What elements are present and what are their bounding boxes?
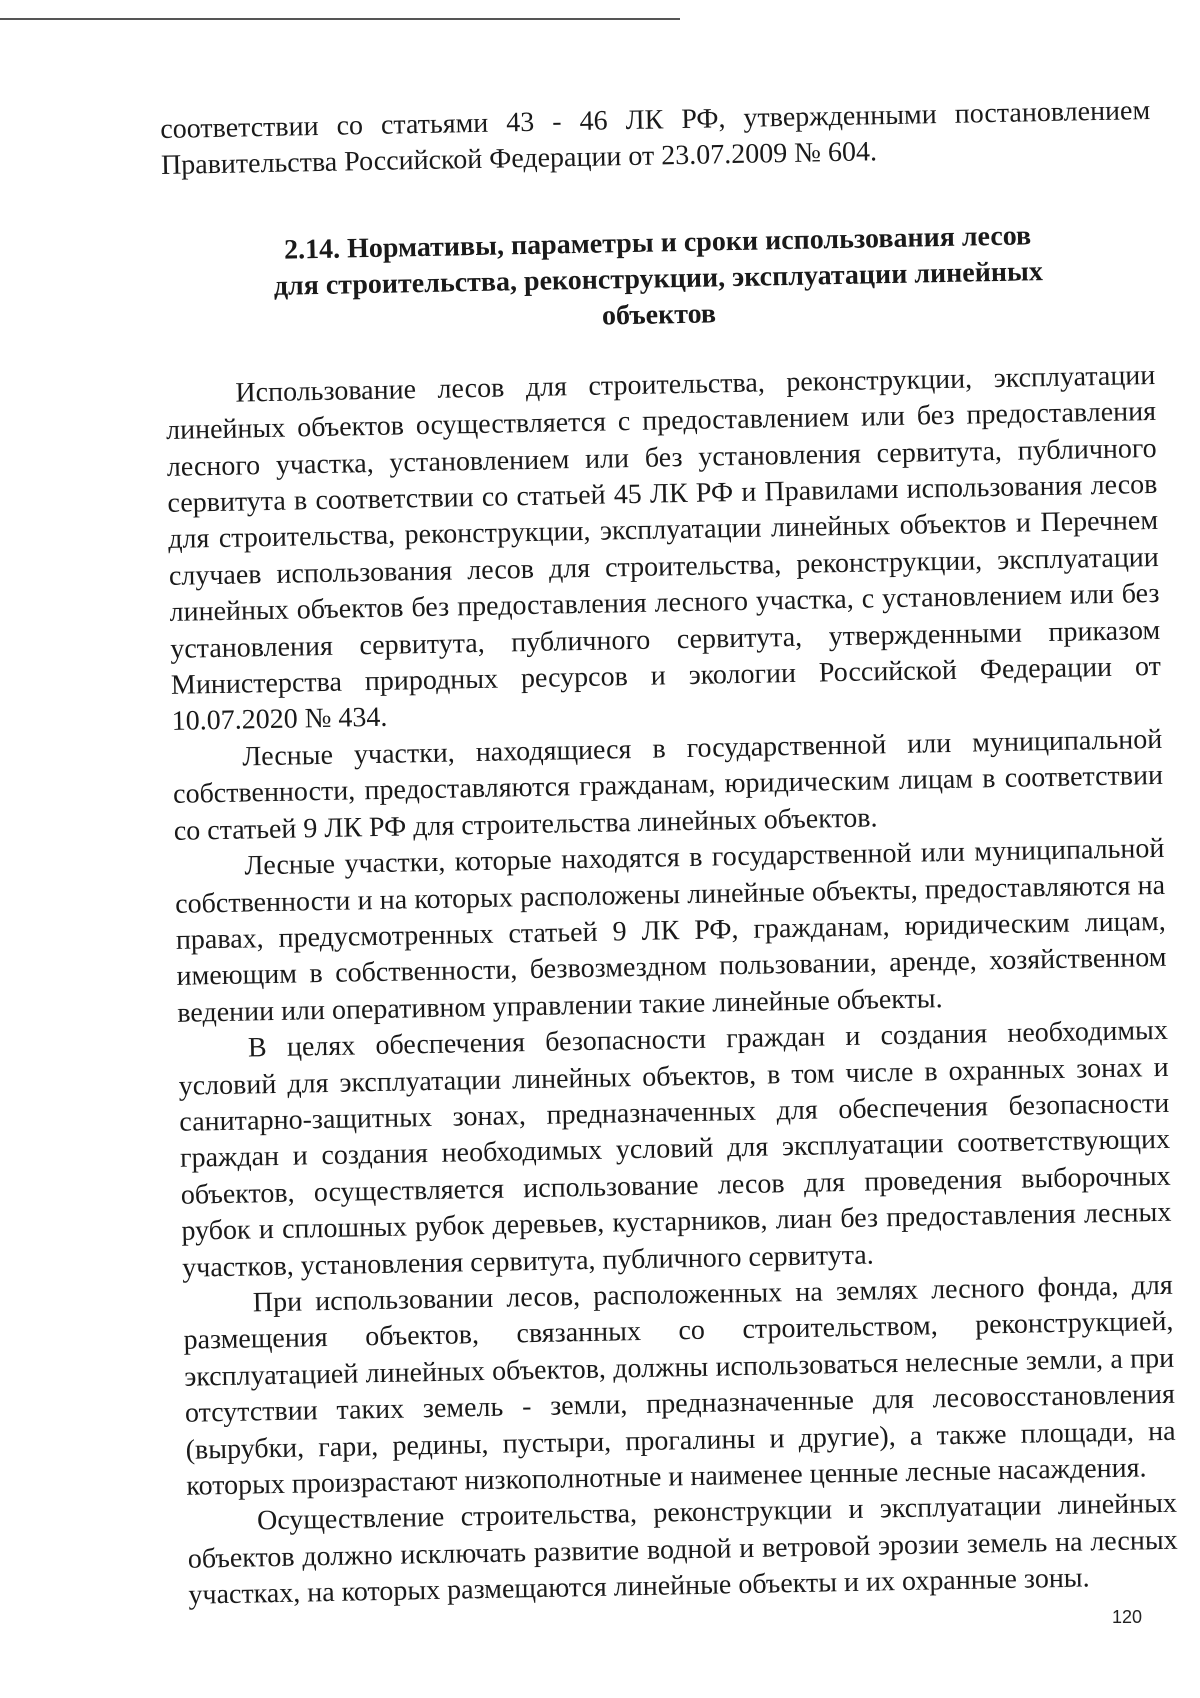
page-number: 120 (1111, 1607, 1142, 1627)
intro-paragraph: соответствии со статьями 43 - 46 ЛК РФ, утвержденными постановлением Правительства Российской Федерации от 23.07.2009 № 604. (160, 94, 1151, 182)
document-page (160, 93, 1179, 1614)
section-heading (162, 216, 1154, 343)
body-paragraph: Лесные участки, находящиеся в государственной или муниципальной собственности, предоставляются гражданам, юридическим лицам в соответствии со статьей 9 ЛК РФ для строительства линейных объектов. (172, 723, 1164, 847)
body-paragraph: Осуществление строительства, реконструкции и эксплуатации линейных объектов должно исключать развитие водной и ветровой эрозии земель на лесных участках, на которых размещаются линейные объекты и их охранные зоны. (187, 1488, 1178, 1611)
body-paragraph: При использовании лесов, расположенных на землях лесного фонда, для размещения объектов, связанных со строительством, реконструкцией, эксплуатацией линейных объектов, должны использоваться нелесные земли, а при отсутствии таких земель - земли, предназначенные для лесовосстановления (вырубки, гари, редины, пустыри, прогалины и другие), а также площади, на которых произрастают низкополнотные и наименее ценные лесные насаждения. (183, 1269, 1176, 1502)
body-paragraph: Использование лесов для строительства, реконструкции, эксплуатации линейных объектов осуществляется с предоставлением или без предоставления лесного участка, установлением или без установления сервитута, публичного сервитута в соответствии со статьей 45 ЛК РФ и Правилами использования лесов для строительства, реконструкции, эксплуатации линейных объектов и Перечнем случаев использования лесов для строительства, реконструкции, эксплуатации линейных объектов без предоставления лесного участка, с установлением или без установления сервитута, публичного сервитута, утвержденными приказом Министерства природных ресурсов и экологии Российской Федерации от 10.07.2020 № 434. (165, 359, 1162, 738)
body-paragraph: В целях обеспечения безопасности граждан и создания необходимых условий для эксплуатации линейных объектов, в том числе в охранных зонах и санитарно-защитных зонах, предназначенных для обеспечения безопасности граждан и создания необходимых условий для эксплуатации соответствующих объектов, осуществляется использование лесов для проведения выборочных рубок и сплошных рубок деревьев, кустарников, лиан без предоставления лесных участков, установления сервитута, публичного сервитута. (178, 1014, 1172, 1284)
body-paragraph: Лесные участки, которые находятся в государственной или муниципальной собственности и на которых расположены линейные объекты, предоставляются на правах, предусмотренных статьей 9 ЛК РФ, гражданам, юридическим лицам, имеющим в собственности, безвозмездном пользовании, аренде, хозяйственном ведении или оперативном управлении такие линейные объекты. (174, 832, 1167, 1029)
scan-edge-line (0, 18, 680, 20)
heading-line-1: 2.14. Нормативы, параметры и сроки использования лесов (283, 220, 1032, 266)
heading-line-3: объектов (601, 298, 717, 332)
heading-line-2: для строительства, реконструкции, эксплуатации линейных (273, 255, 1044, 302)
